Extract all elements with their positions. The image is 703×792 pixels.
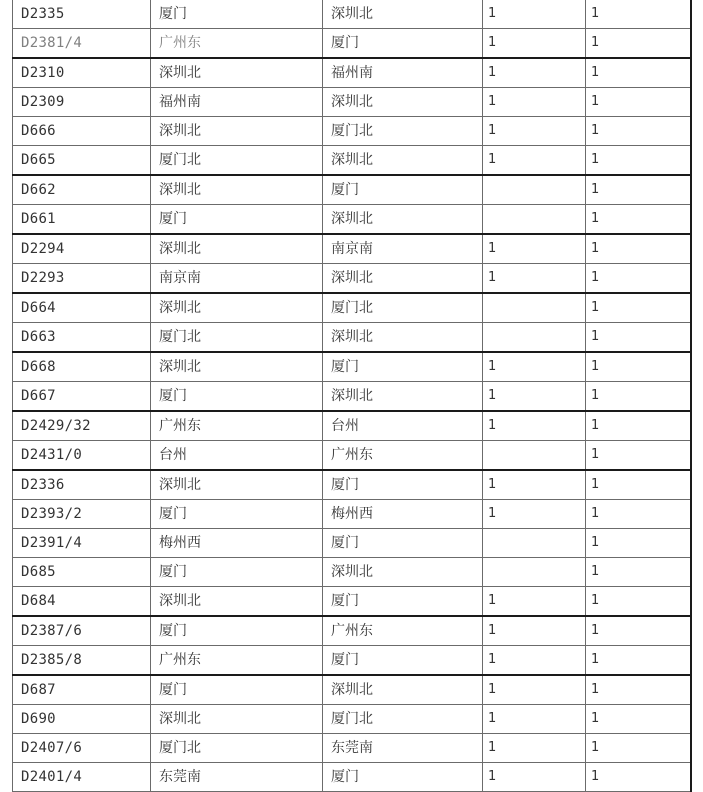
table-row	[13, 558, 691, 587]
table-row	[13, 88, 691, 117]
arrival-station: 深圳北	[323, 558, 483, 587]
departure-station: 厦门	[151, 558, 323, 587]
count-cell-a: 1	[483, 117, 586, 146]
table-row	[13, 293, 691, 323]
departure-station: 厦门	[151, 0, 323, 29]
departure-station: 深圳北	[151, 117, 323, 146]
count-cell-a: 1	[483, 234, 586, 264]
count-cell-b: 1	[586, 616, 691, 646]
count-cell-b: 1	[586, 264, 691, 294]
train-code: D2429/32	[13, 411, 151, 441]
departure-station: 广州东	[151, 411, 323, 441]
arrival-station: 深圳北	[323, 88, 483, 117]
count-cell-a	[483, 323, 586, 353]
departure-station: 深圳北	[151, 587, 323, 617]
count-cell-a: 1	[483, 411, 586, 441]
count-cell-b: 1	[586, 763, 691, 792]
train-code: D2310	[13, 58, 151, 88]
count-cell-a: 1	[483, 264, 586, 294]
train-code: D2336	[13, 470, 151, 500]
table-row	[13, 175, 691, 205]
count-cell-b: 1	[586, 734, 691, 763]
train-code: D665	[13, 146, 151, 176]
arrival-station: 深圳北	[323, 205, 483, 235]
train-code: D2407/6	[13, 734, 151, 763]
count-cell-a: 1	[483, 675, 586, 705]
table-row	[13, 411, 691, 441]
count-cell-b: 1	[586, 587, 691, 617]
arrival-station: 厦门	[323, 352, 483, 382]
count-cell-a: 1	[483, 29, 586, 59]
table-row	[13, 500, 691, 529]
table-row	[13, 146, 691, 176]
table-row	[13, 529, 691, 558]
departure-station: 深圳北	[151, 293, 323, 323]
departure-station: 厦门	[151, 675, 323, 705]
train-code: D2401/4	[13, 763, 151, 792]
count-cell-a: 1	[483, 587, 586, 617]
table-row	[13, 734, 691, 763]
table-row	[13, 382, 691, 412]
train-code: D2294	[13, 234, 151, 264]
train-code: D661	[13, 205, 151, 235]
table-row	[13, 205, 691, 235]
table-row	[13, 441, 691, 471]
count-cell-b: 1	[586, 441, 691, 471]
count-cell-b: 1	[586, 382, 691, 412]
train-schedule-table	[12, 0, 692, 792]
count-cell-a: 1	[483, 616, 586, 646]
departure-station: 台州	[151, 441, 323, 471]
arrival-station: 厦门	[323, 587, 483, 617]
arrival-station: 深圳北	[323, 146, 483, 176]
table-row	[13, 264, 691, 294]
train-code: D2381/4	[13, 29, 151, 59]
train-code: D2391/4	[13, 529, 151, 558]
count-cell-b: 1	[586, 352, 691, 382]
departure-station: 厦门	[151, 205, 323, 235]
departure-station: 广州东	[151, 646, 323, 676]
count-cell-b: 1	[586, 88, 691, 117]
train-schedule-body	[13, 0, 691, 792]
arrival-station: 南京南	[323, 234, 483, 264]
table-row	[13, 234, 691, 264]
count-cell-b: 1	[586, 117, 691, 146]
train-code: D664	[13, 293, 151, 323]
count-cell-b: 1	[586, 323, 691, 353]
count-cell-b: 1	[586, 58, 691, 88]
count-cell-a: 1	[483, 146, 586, 176]
count-cell-a	[483, 441, 586, 471]
table-row	[13, 58, 691, 88]
arrival-station: 广州东	[323, 441, 483, 471]
train-code: D687	[13, 675, 151, 705]
table-row	[13, 0, 691, 29]
departure-station: 深圳北	[151, 470, 323, 500]
count-cell-a: 1	[483, 88, 586, 117]
arrival-station: 梅州西	[323, 500, 483, 529]
count-cell-b: 1	[586, 500, 691, 529]
table-row	[13, 763, 691, 792]
train-code: D690	[13, 705, 151, 734]
train-code: D684	[13, 587, 151, 617]
arrival-station: 深圳北	[323, 675, 483, 705]
count-cell-a	[483, 205, 586, 235]
table-row	[13, 352, 691, 382]
departure-station: 厦门	[151, 500, 323, 529]
count-cell-a	[483, 558, 586, 587]
arrival-station: 厦门	[323, 646, 483, 676]
train-code: D2335	[13, 0, 151, 29]
table-row	[13, 29, 691, 59]
arrival-station: 台州	[323, 411, 483, 441]
count-cell-b: 1	[586, 234, 691, 264]
count-cell-a: 1	[483, 705, 586, 734]
arrival-station: 厦门北	[323, 705, 483, 734]
count-cell-b: 1	[586, 411, 691, 441]
table-row	[13, 117, 691, 146]
count-cell-b: 1	[586, 675, 691, 705]
count-cell-b: 1	[586, 146, 691, 176]
count-cell-a: 1	[483, 646, 586, 676]
departure-station: 厦门北	[151, 323, 323, 353]
table-row	[13, 705, 691, 734]
table-row	[13, 616, 691, 646]
train-code: D2393/2	[13, 500, 151, 529]
count-cell-b: 1	[586, 0, 691, 29]
arrival-station: 厦门	[323, 529, 483, 558]
count-cell-a: 1	[483, 352, 586, 382]
train-code: D663	[13, 323, 151, 353]
count-cell-a: 1	[483, 734, 586, 763]
arrival-station: 厦门北	[323, 117, 483, 146]
table-row	[13, 587, 691, 617]
count-cell-b: 1	[586, 558, 691, 587]
count-cell-a: 1	[483, 470, 586, 500]
table-row	[13, 646, 691, 676]
table-row	[13, 675, 691, 705]
arrival-station: 深圳北	[323, 264, 483, 294]
departure-station: 厦门北	[151, 734, 323, 763]
count-cell-a: 1	[483, 0, 586, 29]
arrival-station: 深圳北	[323, 0, 483, 29]
count-cell-a	[483, 175, 586, 205]
train-code: D2309	[13, 88, 151, 117]
count-cell-b: 1	[586, 529, 691, 558]
train-code: D2387/6	[13, 616, 151, 646]
count-cell-b: 1	[586, 29, 691, 59]
arrival-station: 厦门	[323, 175, 483, 205]
arrival-station: 厦门	[323, 763, 483, 792]
count-cell-a	[483, 529, 586, 558]
departure-station: 深圳北	[151, 352, 323, 382]
train-code: D662	[13, 175, 151, 205]
count-cell-b: 1	[586, 646, 691, 676]
train-code: D2293	[13, 264, 151, 294]
arrival-station: 广州东	[323, 616, 483, 646]
arrival-station: 深圳北	[323, 382, 483, 412]
departure-station: 深圳北	[151, 705, 323, 734]
train-code: D2431/0	[13, 441, 151, 471]
count-cell-a: 1	[483, 763, 586, 792]
departure-station: 福州南	[151, 88, 323, 117]
departure-station: 厦门	[151, 616, 323, 646]
table-row	[13, 470, 691, 500]
table-row	[13, 323, 691, 353]
arrival-station: 厦门	[323, 29, 483, 59]
count-cell-b: 1	[586, 175, 691, 205]
train-code: D666	[13, 117, 151, 146]
departure-station: 深圳北	[151, 175, 323, 205]
departure-station: 南京南	[151, 264, 323, 294]
arrival-station: 厦门北	[323, 293, 483, 323]
departure-station: 深圳北	[151, 58, 323, 88]
arrival-station: 厦门	[323, 470, 483, 500]
departure-station: 东莞南	[151, 763, 323, 792]
train-code: D667	[13, 382, 151, 412]
train-code: D668	[13, 352, 151, 382]
departure-station: 厦门北	[151, 146, 323, 176]
count-cell-b: 1	[586, 293, 691, 323]
departure-station: 梅州西	[151, 529, 323, 558]
count-cell-a: 1	[483, 58, 586, 88]
arrival-station: 深圳北	[323, 323, 483, 353]
count-cell-a: 1	[483, 500, 586, 529]
count-cell-b: 1	[586, 705, 691, 734]
train-code: D2385/8	[13, 646, 151, 676]
count-cell-a: 1	[483, 382, 586, 412]
count-cell-b: 1	[586, 205, 691, 235]
arrival-station: 东莞南	[323, 734, 483, 763]
count-cell-a	[483, 293, 586, 323]
train-code: D685	[13, 558, 151, 587]
arrival-station: 福州南	[323, 58, 483, 88]
departure-station: 深圳北	[151, 234, 323, 264]
departure-station: 广州东	[151, 29, 323, 59]
count-cell-b: 1	[586, 470, 691, 500]
departure-station: 厦门	[151, 382, 323, 412]
